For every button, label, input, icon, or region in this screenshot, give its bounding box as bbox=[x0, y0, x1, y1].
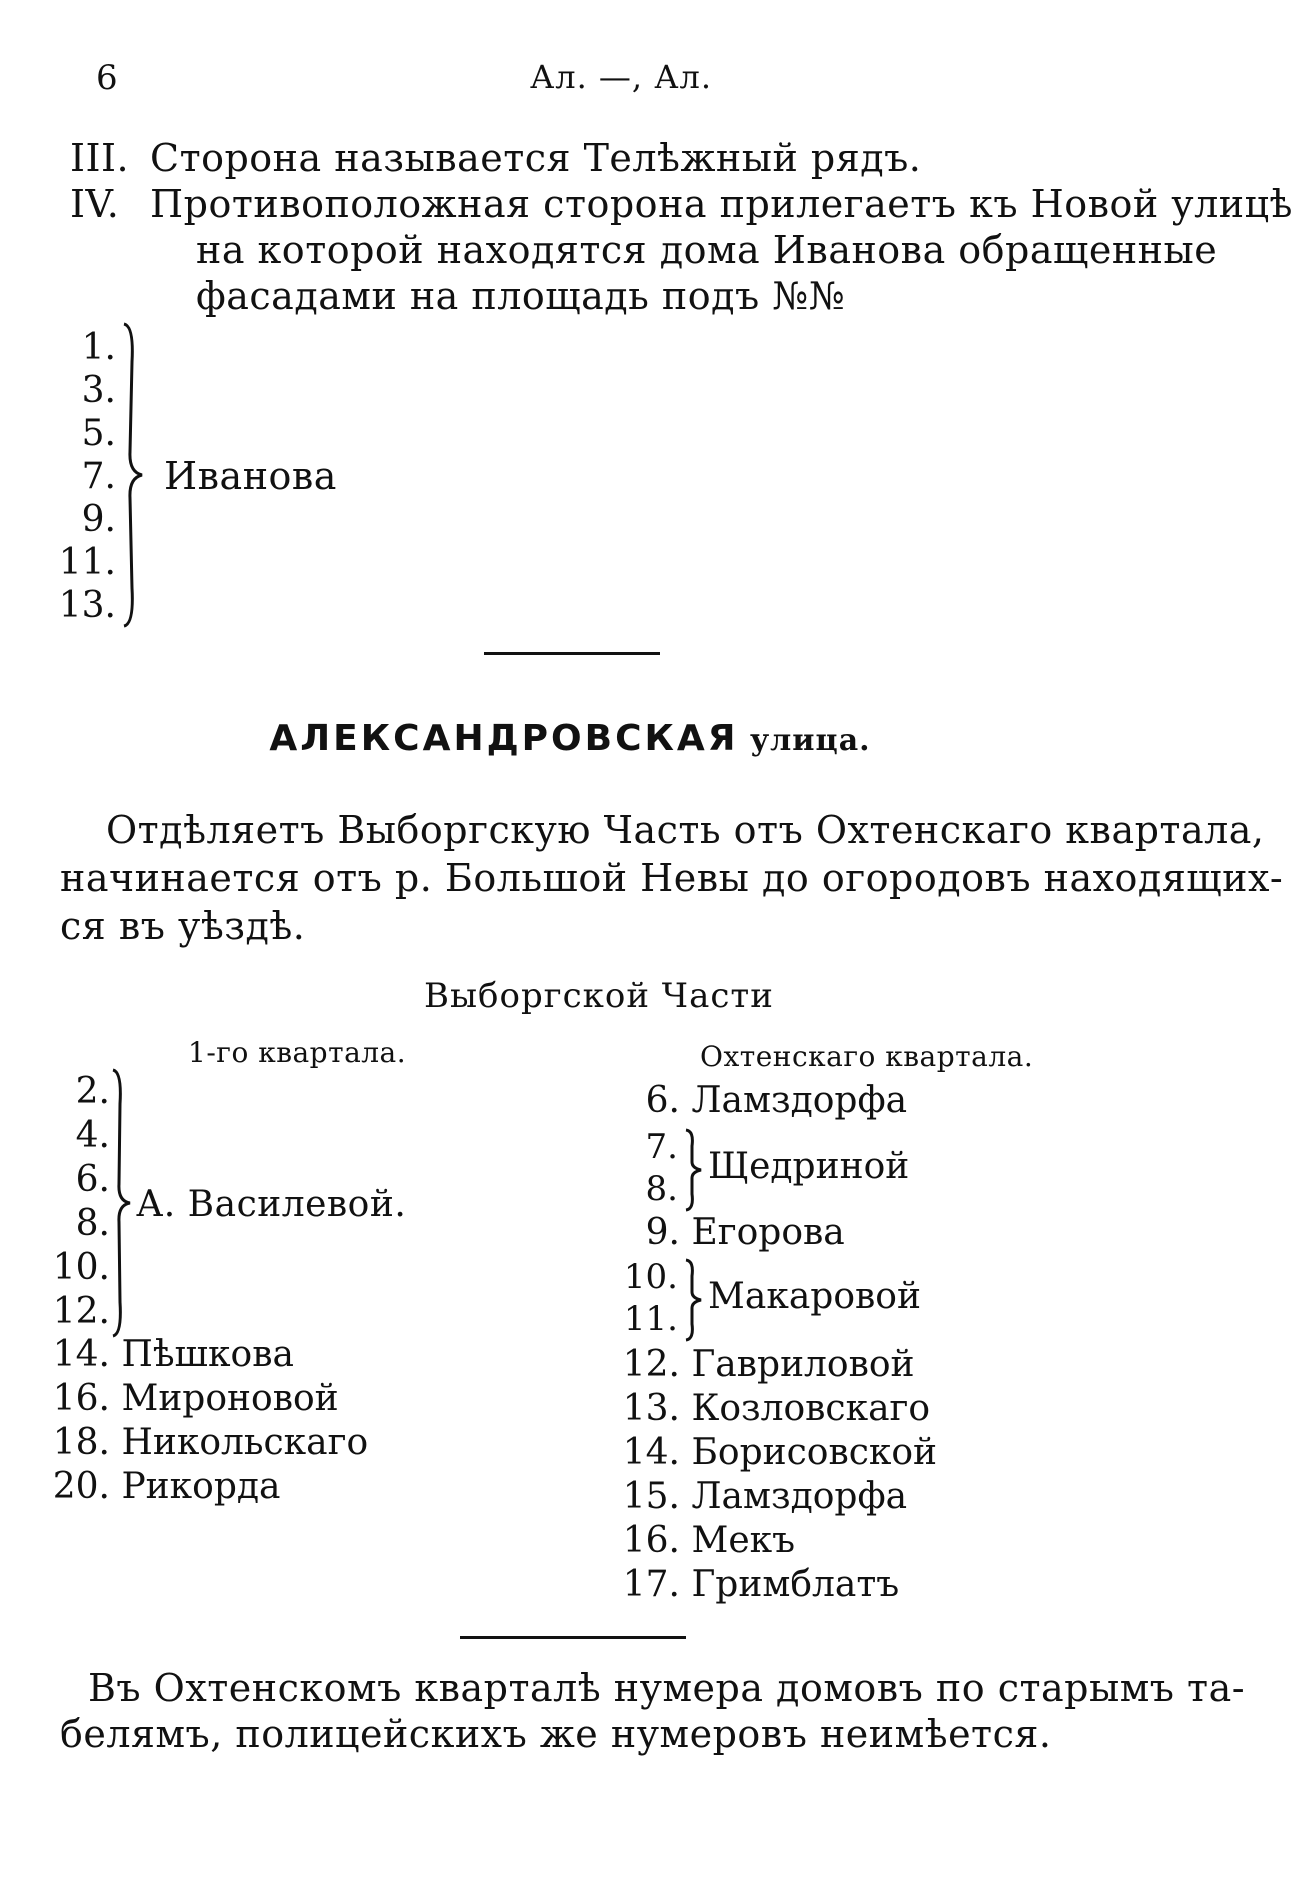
house-number: 1. bbox=[81, 327, 116, 368]
footnote-line-2: белямъ, полицейскихъ же нумеровъ неимѣется. bbox=[60, 1712, 1052, 1756]
right-entry bbox=[620, 1388, 930, 1429]
house-number: 7. bbox=[645, 1127, 678, 1167]
right-entry bbox=[620, 1564, 899, 1605]
house-number: 10. bbox=[52, 1247, 110, 1288]
vasileva-number-list bbox=[50, 1070, 110, 1334]
shchedrina-number-list bbox=[630, 1126, 678, 1210]
house-number: 6. bbox=[645, 1080, 680, 1121]
right-entry bbox=[620, 1080, 907, 1121]
house-number: 9. bbox=[81, 499, 116, 540]
description-line-1: Отдѣляетъ Выборгскую Часть отъ Охтенскаго квартала, bbox=[106, 808, 1265, 852]
brace-vasileva bbox=[108, 1068, 136, 1338]
owner-name: Рикорда bbox=[121, 1466, 281, 1507]
makarova-number-list bbox=[620, 1256, 678, 1340]
owner-name: Ламздорфа bbox=[691, 1080, 908, 1121]
part-heading: Выборгской Части bbox=[424, 976, 774, 1016]
owner-name: Никольскаго bbox=[121, 1422, 369, 1463]
street-title bbox=[0, 718, 1140, 759]
street-title-caps: АЛЕКСАНДРОВСКАЯ bbox=[269, 718, 739, 759]
house-number: 7. bbox=[81, 456, 116, 497]
item-iii-text: Сторона называется Телѣжный рядъ. bbox=[150, 136, 922, 180]
right-entry bbox=[620, 1432, 937, 1473]
house-number: 14. bbox=[52, 1334, 110, 1375]
item-iv-text-1: Противоположная сторона прилегаетъ къ Новой улицѣ bbox=[150, 182, 1293, 226]
ivanov-owner: Иванова bbox=[164, 454, 337, 498]
house-number: 13. bbox=[622, 1388, 680, 1429]
description-line-2: начинается отъ р. Большой Невы до огородовъ находящих- bbox=[60, 856, 1284, 900]
owner-name: Мекъ bbox=[691, 1520, 796, 1561]
house-number: 15. bbox=[622, 1476, 680, 1517]
item-iv-numeral: IV. bbox=[70, 182, 120, 226]
house-number: 8. bbox=[645, 1169, 678, 1209]
house-number: 8. bbox=[75, 1203, 110, 1244]
section-divider bbox=[484, 652, 660, 655]
house-number: 17. bbox=[622, 1564, 680, 1605]
ivanov-number-list bbox=[50, 326, 116, 627]
running-title: Ал. —, Ал. bbox=[530, 58, 712, 96]
house-number: 16. bbox=[52, 1378, 110, 1419]
item-iii bbox=[70, 136, 921, 180]
house-number: 9. bbox=[645, 1212, 680, 1253]
house-number: 13. bbox=[58, 585, 116, 626]
shchedrina-owner: Щедриной bbox=[708, 1146, 910, 1187]
section-divider bbox=[460, 1636, 686, 1639]
brace-shchedrina bbox=[682, 1128, 704, 1212]
right-entry bbox=[620, 1344, 915, 1385]
item-iv-line-2: на которой находятся дома Иванова обращенные bbox=[196, 228, 1218, 272]
left-entry bbox=[50, 1334, 294, 1375]
right-entry bbox=[620, 1476, 907, 1517]
owner-name: Козловскаго bbox=[691, 1388, 931, 1429]
house-number: 16. bbox=[622, 1520, 680, 1561]
left-entry bbox=[50, 1466, 281, 1507]
left-column-heading: 1-го квартала. bbox=[188, 1036, 407, 1069]
right-entry bbox=[620, 1520, 795, 1561]
house-number: 4. bbox=[75, 1115, 110, 1156]
house-number: 11. bbox=[58, 542, 116, 583]
house-number: 12. bbox=[52, 1291, 110, 1332]
description-line-3: ся въ уѣздѣ. bbox=[60, 904, 306, 948]
house-number: 12. bbox=[622, 1344, 680, 1385]
owner-name: Гримблатъ bbox=[691, 1564, 900, 1605]
owner-name: Гавриловой bbox=[691, 1344, 915, 1385]
right-column-heading: Охтенскаго квартала. bbox=[700, 1040, 1034, 1073]
house-number: 11. bbox=[623, 1299, 678, 1339]
brace-makarova bbox=[682, 1258, 704, 1342]
house-number: 3. bbox=[81, 370, 116, 411]
house-number: 10. bbox=[623, 1257, 678, 1297]
street-title-rest: улица. bbox=[749, 723, 871, 758]
owner-name: Егорова bbox=[691, 1212, 845, 1253]
house-number: 14. bbox=[622, 1432, 680, 1473]
item-iv-line-1 bbox=[70, 182, 1293, 226]
house-number: 6. bbox=[75, 1159, 110, 1200]
owner-name: Мироновой bbox=[121, 1378, 339, 1419]
right-entry bbox=[620, 1212, 845, 1253]
house-number: 20. bbox=[52, 1466, 110, 1507]
item-iii-numeral: III. bbox=[70, 136, 130, 180]
page-number: 6 bbox=[96, 58, 118, 98]
makarova-owner: Макаровой bbox=[708, 1276, 921, 1317]
owner-name: Пѣшкова bbox=[121, 1334, 294, 1375]
owner-name: Ламздорфа bbox=[691, 1476, 908, 1517]
footnote-line-1: Въ Охтенскомъ кварталѣ нумера домовъ по старымъ та- bbox=[88, 1666, 1246, 1710]
left-entry bbox=[50, 1422, 368, 1463]
vasileva-owner: А. Василевой. bbox=[136, 1184, 407, 1225]
item-iv-line-3: фасадами на площадь подъ №№ bbox=[196, 274, 846, 318]
left-entry bbox=[50, 1378, 339, 1419]
house-number: 2. bbox=[75, 1071, 110, 1112]
owner-name: Борисовской bbox=[691, 1432, 938, 1473]
house-number: 18. bbox=[52, 1422, 110, 1463]
house-number: 5. bbox=[81, 413, 116, 454]
brace-ivanov bbox=[118, 322, 148, 628]
